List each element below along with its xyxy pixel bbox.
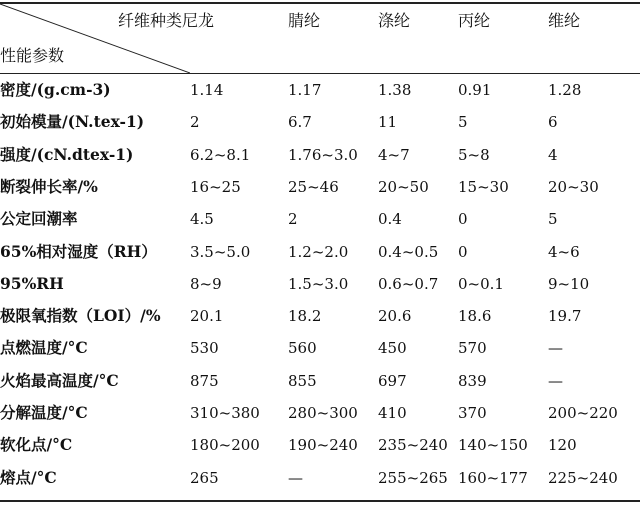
cell-polyester: 0.4~0.5	[378, 242, 439, 261]
cell-vinylon: 6	[548, 113, 558, 132]
row-label: 熔点/°C	[0, 467, 57, 487]
cell-polypropylene: 570	[458, 339, 487, 358]
cell-vinylon: 200~220	[548, 404, 618, 422]
cell-polyester: 1.38	[378, 81, 412, 99]
row-label: 软化点/°C	[0, 435, 73, 455]
cell-polyester: 11	[378, 113, 398, 132]
cell-polypropylene: 839	[458, 371, 487, 390]
cell-nylon: 265	[190, 468, 219, 487]
cell-vinylon: 4	[548, 145, 558, 164]
row-label: 强度/(cN.dtex-1)	[0, 144, 134, 164]
table-row	[0, 332, 640, 364]
cell-vinylon: 20~30	[548, 177, 599, 196]
table-row	[0, 397, 640, 429]
cell-nylon: 530	[190, 339, 219, 358]
cell-nylon: 180~200	[190, 436, 260, 455]
cell-nylon: 8~9	[190, 274, 222, 293]
cell-polyester: 255~265	[378, 468, 448, 487]
cell-vinylon: 19.7	[548, 307, 582, 326]
column-header-acrylic: 腈纶	[288, 11, 321, 30]
cell-polyester: 0.6~0.7	[378, 274, 439, 293]
row-label: 极限氧指数（LOI）/%	[0, 306, 161, 326]
cell-nylon: 1.14	[190, 81, 224, 99]
column-header-vinylon: 维纶	[548, 11, 581, 30]
cell-polypropylene: 5~8	[458, 145, 490, 164]
cell-vinylon: 120	[548, 436, 577, 455]
cell-polyester: 410	[378, 404, 407, 422]
cell-nylon: 875	[190, 371, 219, 390]
cell-nylon: 6.2~8.1	[190, 145, 251, 164]
cell-polyester: 20~50	[378, 177, 429, 196]
cell-vinylon: —	[548, 339, 563, 358]
table-row	[0, 268, 640, 300]
cell-polypropylene: 15~30	[458, 177, 509, 196]
cell-polyester: 450	[378, 339, 407, 358]
cell-polypropylene: 160~177	[458, 468, 528, 487]
row-label: 公定回潮率	[0, 209, 78, 229]
cell-polypropylene: 0~0.1	[458, 274, 504, 293]
cell-polypropylene: 0	[458, 210, 468, 229]
cell-nylon: 3.5~5.0	[190, 242, 251, 261]
row-label: 95%RH	[0, 273, 64, 293]
cell-vinylon: —	[548, 371, 563, 390]
table-row	[0, 300, 640, 332]
row-label: 断裂伸长率/%	[0, 176, 98, 196]
table-row	[0, 74, 640, 106]
column-header-polypropylene: 丙纶	[458, 11, 491, 30]
cell-polypropylene: 5	[458, 113, 468, 132]
cell-acrylic: 18.2	[288, 307, 322, 326]
cell-polypropylene: 370	[458, 404, 487, 422]
cell-polypropylene: 0	[458, 242, 468, 261]
table-row	[0, 203, 640, 235]
cell-acrylic: —	[288, 468, 303, 487]
cell-polypropylene: 18.6	[458, 307, 492, 326]
row-label: 火焰最高温度/°C	[0, 370, 119, 390]
cell-polyester: 20.6	[378, 307, 412, 326]
cell-vinylon: 9~10	[548, 274, 590, 293]
cell-acrylic: 280~300	[288, 404, 358, 422]
cell-polyester: 235~240	[378, 436, 448, 455]
cell-acrylic: 2	[288, 210, 298, 229]
row-label: 65%相对湿度（RH）	[0, 241, 157, 261]
cell-acrylic: 25~46	[288, 177, 339, 196]
row-label: 分解温度/°C	[0, 403, 88, 422]
cell-acrylic: 1.5~3.0	[288, 274, 349, 293]
table-row	[0, 106, 640, 138]
table-row	[0, 139, 640, 171]
table-row	[0, 429, 640, 461]
table-row	[0, 462, 640, 494]
cell-polyester: 0.4	[378, 210, 402, 229]
column-header-polyester: 涤纶	[378, 11, 411, 30]
cell-acrylic: 190~240	[288, 436, 358, 455]
cell-acrylic: 1.2~2.0	[288, 242, 349, 261]
cell-acrylic: 1.17	[288, 81, 322, 99]
cell-acrylic: 1.76~3.0	[288, 145, 358, 164]
cell-vinylon: 1.28	[548, 81, 582, 99]
cell-acrylic: 560	[288, 339, 317, 358]
cell-acrylic: 6.7	[288, 113, 312, 132]
table-row	[0, 236, 640, 268]
fiber-type-header: 纤维种类尼龙	[118, 11, 215, 30]
cell-nylon: 16~25	[190, 177, 241, 196]
cell-vinylon: 4~6	[548, 242, 580, 261]
cell-vinylon: 5	[548, 210, 558, 229]
cell-nylon: 4.5	[190, 210, 214, 229]
cell-polypropylene: 140~150	[458, 436, 528, 455]
cell-nylon: 20.1	[190, 307, 224, 326]
row-label: 密度/(g.cm-3)	[0, 80, 111, 99]
cell-polyester: 4~7	[378, 145, 410, 164]
table-bottom-rule	[0, 500, 640, 502]
cell-acrylic: 855	[288, 371, 317, 390]
property-header: 性能参数	[0, 46, 65, 65]
cell-nylon: 310~380	[190, 404, 260, 422]
table-row	[0, 171, 640, 203]
row-label: 点燃温度/°C	[0, 338, 88, 358]
cell-polypropylene: 0.91	[458, 81, 492, 99]
cell-vinylon: 225~240	[548, 468, 618, 487]
row-label: 初始模量/(N.tex-1)	[0, 112, 145, 132]
cell-nylon: 2	[190, 113, 200, 132]
table-row	[0, 365, 640, 397]
cell-polyester: 697	[378, 371, 407, 390]
